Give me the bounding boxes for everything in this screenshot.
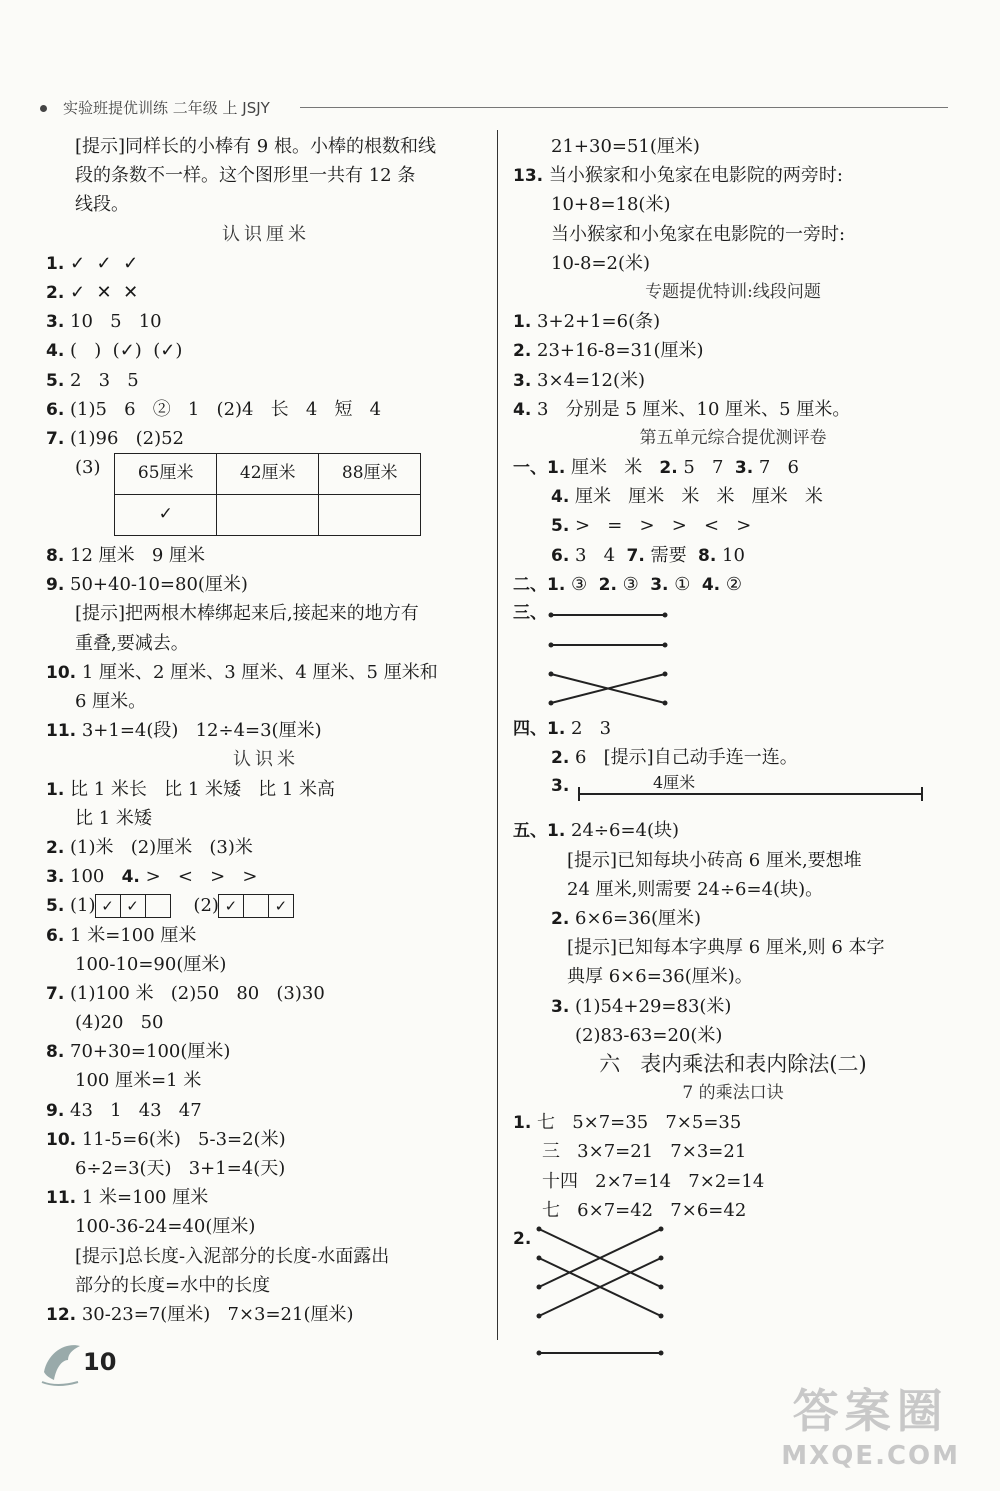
question-number: 9.	[46, 575, 65, 596]
question-number: 2.	[513, 341, 532, 362]
answer-text: 2 3	[571, 718, 612, 739]
question-number: 3.	[513, 370, 532, 391]
table-cell: ✓	[115, 495, 217, 536]
answer-text: 厘米 米	[571, 457, 660, 479]
answer-line	[513, 743, 953, 772]
answer-text: 2 3 5	[70, 369, 139, 391]
question-number: 4.	[701, 574, 721, 595]
answer-text: ③	[565, 573, 599, 595]
table-cell	[319, 495, 421, 536]
answer-line	[513, 307, 953, 336]
answer-line	[46, 716, 486, 745]
question-number: 5.	[46, 896, 65, 917]
answer-text: 需要	[644, 544, 699, 566]
answer-text: > = > > < >	[575, 515, 752, 537]
question-number: 2.	[551, 908, 570, 929]
question-number: 4.	[46, 341, 65, 362]
answer-text: 23+16-8=31(厘米)	[537, 340, 704, 362]
question-number: 12.	[46, 1304, 77, 1325]
watermark	[781, 1375, 960, 1471]
answer-text: 43 1 43 47	[70, 1099, 202, 1121]
answer-text: (1)100 米 (2)50 80 (3)30	[70, 982, 325, 1004]
answer-line	[513, 366, 953, 395]
question-number: 10.	[46, 1129, 77, 1150]
answer-line	[46, 1300, 486, 1329]
text-line: 段的条数不一样。这个图形里一共有 12 条	[75, 165, 416, 187]
question-number: 2.	[513, 1229, 532, 1249]
sub-label: (1)	[70, 895, 96, 917]
watermark-logo: 答案圈	[792, 1384, 949, 1438]
question-number: 6.	[46, 925, 65, 946]
answer-text: 100	[70, 866, 105, 888]
hint-text: [提示]自己动手连一连。	[603, 747, 798, 769]
answer-line	[513, 395, 953, 424]
dolphin-icon	[38, 1338, 86, 1390]
answer-line	[46, 278, 486, 307]
endpoint	[537, 1256, 542, 1261]
question-number: 2.	[598, 574, 617, 595]
answer-text: 70+30=100(厘米)	[70, 1041, 231, 1063]
text-line: 线段。	[75, 194, 129, 216]
answer-text: 1 米=100 厘米	[70, 924, 197, 946]
endpoint	[659, 1314, 664, 1319]
endpoint	[659, 1227, 664, 1232]
question-number: 二、1.	[513, 574, 566, 595]
endpoint	[659, 1351, 664, 1356]
endpoint	[549, 701, 554, 706]
answer-line	[46, 570, 486, 599]
answer-line	[46, 775, 486, 804]
hint-line: 部分的长度=水中的长度	[75, 1274, 271, 1296]
question-number: 3.	[551, 776, 570, 797]
answer-line	[513, 482, 953, 511]
segment-diagram	[543, 599, 703, 714]
answer-text: 10	[716, 544, 745, 566]
answer-line	[513, 336, 953, 365]
answer-text: 3×4=12(米)	[537, 369, 646, 391]
endpoint	[537, 1227, 542, 1232]
answer-text: 当小猴家和小兔家在电影院的一旁时:	[551, 223, 846, 245]
answer-line	[46, 1096, 486, 1125]
endpoint	[663, 613, 668, 618]
answer-line	[513, 904, 953, 933]
answer-text: ✓ ✓ ✓	[70, 252, 139, 274]
segment-answer-row	[513, 772, 953, 816]
answer-line	[46, 891, 486, 920]
header-text: 实验班提优训练 二年级 上 JSJY	[63, 99, 270, 117]
hint-line: [提示]总长度-入泥部分的长度-水面露出	[75, 1245, 390, 1267]
answer-text: 30-23=7(厘米) 7×3=21(厘米)	[81, 1303, 354, 1325]
check-box	[243, 894, 269, 918]
question-number: 7.	[46, 428, 65, 449]
right-column	[513, 132, 953, 1365]
answer-text: 6 厘米。	[75, 691, 147, 712]
check-box	[145, 894, 171, 918]
hint-line: 典厚 6×6=36(厘米)。	[567, 966, 753, 988]
running-header	[40, 97, 270, 118]
section-title: 专题提优特训:线段问题	[645, 281, 821, 302]
hint-line: 24 厘米,则需要 24÷6=4(块)。	[567, 878, 824, 900]
question-number: 4.	[513, 399, 532, 420]
question-number: 3.	[46, 312, 65, 333]
answer-text: 3+1=4(段) 12÷4=3(厘米)	[81, 720, 322, 742]
answer-text: ③	[616, 573, 651, 595]
question-number: 6.	[46, 399, 65, 420]
answer-line	[46, 395, 486, 424]
answer-text: 1 米=100 厘米	[81, 1187, 209, 1209]
answer-line	[46, 658, 486, 687]
question-number: 2.	[659, 458, 678, 479]
answer-text: 当小猴家和小兔家在电影院的两旁时:	[548, 165, 843, 187]
answer-line	[513, 161, 953, 190]
answer-text: (2)83-63=20(米)	[575, 1024, 723, 1046]
answer-line	[46, 424, 486, 453]
chapter-title: 六 表内乘法和表内除法(二)	[599, 1051, 867, 1076]
endpoint	[549, 613, 554, 618]
question-number: 4.	[551, 487, 570, 508]
answer-text: 50+40-10=80(厘米)	[70, 574, 248, 596]
question-number: 10.	[46, 662, 77, 683]
answer-line	[46, 1183, 486, 1212]
segment-label: 4厘米	[653, 773, 696, 793]
answer-line	[46, 1037, 486, 1066]
answer-line	[513, 541, 953, 570]
answer-text: > < > >	[145, 866, 258, 888]
answer-text: 100-10=90(厘米)	[75, 953, 227, 975]
segment-diagram-row	[513, 599, 953, 714]
check-box: ✓	[268, 894, 294, 918]
answer-text: 100 厘米=1 米	[75, 1070, 202, 1092]
question-number: 3.	[551, 996, 570, 1017]
answer-text: ( ) (✓) (✓)	[70, 340, 183, 362]
column-divider	[497, 130, 498, 1340]
table-cell	[217, 495, 319, 536]
hint-line: 重叠,要减去。	[75, 632, 189, 654]
question-number: 4.	[121, 867, 140, 888]
check-box: ✓	[120, 894, 146, 918]
answer-text: ①	[668, 573, 702, 595]
answer-line	[46, 921, 486, 950]
answer-text: 6	[575, 747, 604, 769]
answer-line	[46, 541, 486, 570]
question-number: 三、	[513, 603, 547, 623]
sub-label: (2)	[193, 895, 219, 917]
question-number: 1.	[513, 1113, 532, 1134]
question-number: 3.	[46, 867, 65, 888]
question-number: 3.	[650, 574, 669, 595]
answer-line	[513, 816, 953, 845]
endpoint	[659, 1256, 664, 1261]
table-header-cell: 88厘米	[319, 454, 421, 495]
question-number: 四、1.	[513, 719, 566, 739]
watermark-url: MXQE.COM	[781, 1441, 960, 1471]
matching-diagram	[533, 1225, 693, 1365]
question-number: 5.	[46, 370, 65, 391]
answer-text: 十四 2×7=14 7×2=14	[542, 1170, 765, 1192]
question-number: 7.	[46, 983, 65, 1004]
answer-text: (1)54+29=83(米)	[575, 995, 732, 1017]
segment-drawing	[577, 772, 927, 812]
header-rule	[300, 107, 948, 108]
table-header-cell: 42厘米	[217, 454, 319, 495]
answer-text: (1)96 (2)52	[70, 427, 184, 449]
answer-line	[513, 714, 953, 743]
section-title: 认识米	[233, 749, 299, 771]
answer-line	[46, 249, 486, 278]
hint-line: [提示]已知每本字典厚 6 厘米,则 6 本字	[567, 937, 885, 959]
question-number: 6.	[551, 545, 570, 566]
question-number: 1.	[513, 312, 532, 333]
answer-text: 三 3×7=21 7×3=21	[542, 1141, 747, 1163]
question-number: 1.	[46, 253, 65, 274]
answer-line	[46, 1125, 486, 1154]
question-number: 13.	[513, 166, 544, 187]
section-title: 认识厘米	[222, 223, 310, 245]
question-number: 2.	[46, 837, 65, 858]
answer-line	[46, 833, 486, 862]
answer-text: 12 厘米 9 厘米	[70, 545, 205, 567]
answer-line	[513, 570, 953, 599]
text-line: [提示]同样长的小棒有 9 根。小棒的根数和线	[75, 136, 436, 157]
check-box: ✓	[95, 894, 121, 918]
left-column	[46, 132, 486, 1329]
question-number: 11.	[46, 721, 77, 742]
answer-text: ✓ ✕ ✕	[70, 281, 139, 303]
answer-line	[46, 979, 486, 1008]
endpoint	[537, 1285, 542, 1290]
answer-text: 厘米 厘米 米 米 厘米 米	[575, 486, 823, 508]
answer-text: 七 5×7=35 7×5=35	[537, 1112, 742, 1134]
endpoint	[537, 1351, 542, 1356]
page-number: 10	[83, 1348, 117, 1376]
matching-diagram-row	[513, 1225, 953, 1365]
answer-text: 3 4	[575, 544, 627, 566]
answer-text: 6×6=36(厘米)	[575, 907, 702, 929]
endpoint	[537, 1314, 542, 1319]
answer-line	[513, 992, 953, 1021]
hint-line: [提示]已知每块小砖高 6 厘米,要想堆	[567, 849, 862, 871]
question-number: 1.	[46, 779, 65, 800]
answer-line	[46, 336, 486, 365]
answer-text: 七 6×7=42 7×6=42	[542, 1199, 747, 1221]
question-number: 8.	[46, 1042, 65, 1063]
answer-text: 3+2+1=6(条)	[537, 311, 661, 333]
answer-line	[46, 307, 486, 336]
answer-line	[46, 366, 486, 395]
question-number: 7.	[626, 545, 645, 566]
answer-text: 11-5=6(米) 5-3=2(米)	[81, 1128, 286, 1150]
question-number: 5.	[551, 516, 570, 537]
question-number: 五、1.	[513, 821, 566, 842]
answer-text: 6÷2=3(天) 3+1=4(天)	[75, 1158, 286, 1179]
section-title: 第五单元综合提优测评卷	[639, 427, 827, 448]
endpoint	[663, 672, 668, 677]
answer-text: ②	[720, 573, 742, 595]
answer-text: 10-8=2(米)	[551, 252, 651, 274]
answer-text: 100-36-24=40(厘米)	[75, 1216, 256, 1238]
answer-text: 10+8=18(米)	[551, 194, 671, 216]
answer-text: (1)米 (2)厘米 (3)米	[70, 836, 253, 858]
answer-text: 比 1 米矮	[75, 807, 152, 829]
answer-table-row	[46, 453, 486, 541]
answer-text: 5 7	[677, 457, 735, 479]
question-number: 2.	[551, 748, 570, 769]
answer-text: 3 分别是 5 厘米、10 厘米、5 厘米。	[537, 398, 851, 420]
question-number: 9.	[46, 1100, 65, 1121]
question-number: 2.	[46, 282, 65, 303]
question-number: 11.	[46, 1188, 77, 1209]
answer-text: 比 1 米长 比 1 米矮 比 1 米高	[70, 778, 336, 800]
question-number: 3.	[734, 458, 754, 479]
answer-line	[513, 1108, 953, 1137]
answer-text: 24÷6=4(块)	[571, 820, 680, 842]
hint-line: [提示]把两根木棒绑起来后,接起来的地方有	[75, 603, 419, 625]
answer-text: (1)5 6 ② 1 (2)4 长 4 短 4	[70, 398, 382, 420]
length-table	[114, 453, 421, 536]
answer-line	[513, 453, 953, 482]
answer-line	[513, 511, 953, 540]
endpoint	[663, 701, 668, 706]
endpoint	[549, 672, 554, 677]
section-title: 7 的乘法口诀	[682, 1083, 784, 1104]
question-number: 8.	[698, 545, 717, 566]
answer-text: (4)20 50	[75, 1012, 164, 1034]
endpoint	[549, 643, 554, 648]
endpoint	[659, 1285, 664, 1290]
sub-label: (3)	[75, 457, 101, 479]
answer-text: 10 5 10	[70, 311, 162, 333]
answer-text: 7 6	[753, 457, 799, 479]
endpoint	[663, 643, 668, 648]
check-box: ✓	[218, 894, 244, 918]
answer-line	[46, 862, 486, 891]
question-number: 8.	[46, 546, 65, 567]
bullet-icon	[40, 105, 47, 112]
table-header-cell: 65厘米	[115, 454, 217, 495]
answer-text: 21+30=51(厘米)	[551, 136, 700, 157]
answer-text: 1 厘米、2 厘米、3 厘米、4 厘米、5 厘米和	[81, 661, 438, 683]
question-number: 一、1.	[513, 458, 566, 479]
